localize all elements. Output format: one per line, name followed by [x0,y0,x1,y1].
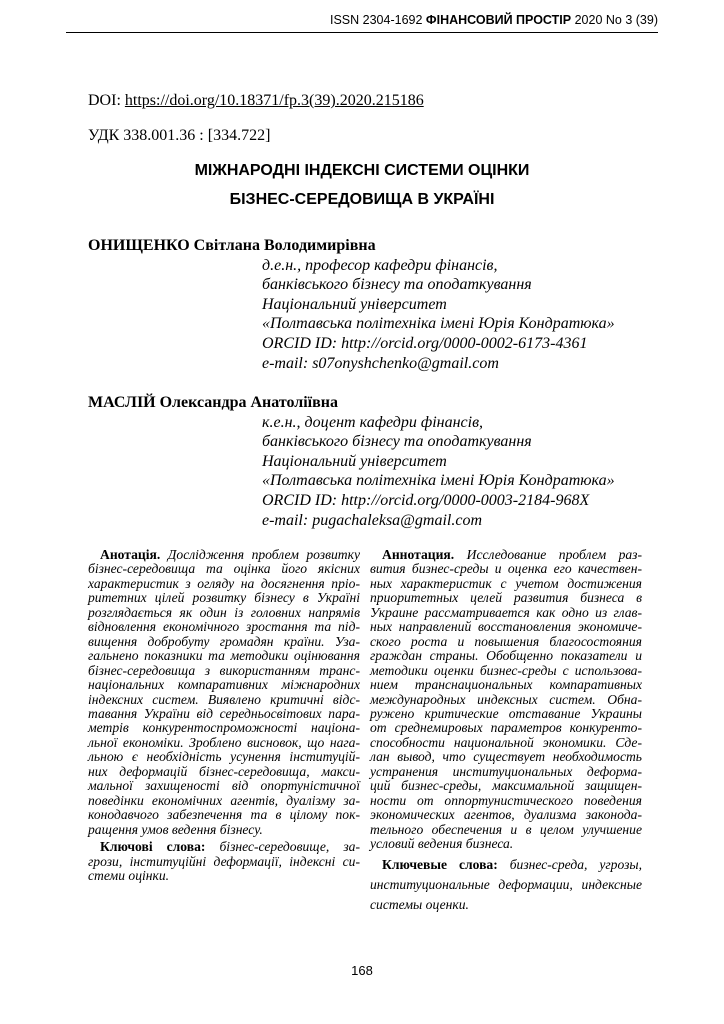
keywords [88,840,360,883]
abstract-text: устранения институциональных деформа- [370,763,642,779]
abstract-text: індексних систем. Виявлено критичні відс- [88,691,360,707]
abstract-text: характеристик з огляду на досягнення пріо- [88,575,360,591]
author-name: МАСЛІЙ Олександра Анатоліївна [88,394,338,411]
abstract-text: вищення добробуту громадян країни. Уза- [88,633,360,649]
abstract-text: гальнено показники та методики оцінювання [88,648,360,664]
keywords-text: грози, інституційні деформації, індексні си- [88,853,360,869]
abstract-line [88,591,360,605]
abstract-line [88,736,360,750]
author-info-line: Національний університет [262,295,447,313]
author-1 [88,236,615,373]
abstract-text: них деформацій бізнес-середовища, макси- [88,763,360,779]
abstract-line [88,823,360,837]
abstract-line [370,794,642,808]
issue: No 3 (39) [605,13,658,27]
abstract-text: нием транснациональных компаративных [370,677,642,693]
abstract-line [88,693,360,707]
abstract-ukrainian [88,548,360,883]
abstract-text: условий ведения бизнеса. [370,836,514,852]
abstract-text: приоритетных целей развития бизнеса в [370,590,642,606]
abstract-line [88,620,360,634]
abstract-line [88,794,360,808]
keywords-text: стеми оцінки. [88,867,170,883]
author-info-line: «Полтавська політехніка імені Юрія Кондратюка» [262,472,615,490]
abstract-line [370,649,642,663]
abstract-text: от среднемировых параметров конкуренто- [370,720,642,736]
abstract-text: конодавчого забезпечення та в цілому пок- [88,807,360,823]
author-info-line: e-mail: pugachaleksa@gmail.com [262,511,482,529]
abstract-line [370,577,642,591]
abstract-line [370,808,642,822]
abstract-line [88,606,360,620]
abstract-text: мальної захищеності від опортуністичної [88,778,360,794]
title-line: МІЖНАРОДНІ ІНДЕКСНІ СИСТЕМИ ОЦІНКИ [194,162,530,179]
abstract-line [370,750,642,764]
doi-label: DOI: [88,92,125,109]
abstract-text: бізнес-середовища з використанням транс- [88,662,360,678]
abstract-line [88,678,360,692]
abstract-text: поведінки економічних агентів, дуалізму за- [88,792,360,808]
author-name: ОНИЩЕНКО Світлана Володимирівна [88,237,376,254]
doi-link[interactable]: https://doi.org/10.18371/fp.3(39).2020.215186 [124,92,424,109]
abstract-line [88,635,360,649]
journal-name: ФІНАНСОВИЙ ПРОСТІР [425,13,572,27]
abstract-line [370,721,642,735]
abstract-line [88,562,360,576]
author-info-line: e-mail: s07onyshchenko@gmail.com [262,354,499,372]
author-info-line: ORCID ID: http://orcid.org/0000-0002-6173-4361 [262,334,588,352]
abstract-text: Исследование проблем раз- [466,547,642,562]
abstract-text: ных направлений восстановления экономиче- [370,619,642,635]
keywords-text: системы оценки. [370,896,469,912]
abstract-text: відновлення економічного зростання та під- [88,619,360,635]
author-info-line: Національний університет [262,452,447,470]
keywords-line [370,875,642,895]
abstract-line [88,721,360,735]
page-number: 168 [351,963,373,978]
udk: УДК 338.001.36 : [334.722] [88,127,271,144]
keywords-line [370,855,642,875]
author-info-line: банківського бізнесу та оподаткування [262,433,532,451]
abstract-line [370,693,642,707]
abstract-line [370,620,642,634]
keywords-line [88,869,360,883]
abstract-text: ского роста и повышения благосостояния [370,633,642,649]
abstract-text: ружено критические отставание Украины [370,705,642,721]
keywords-line [88,855,360,869]
keywords [370,855,642,915]
author-info-line: «Полтавська політехніка імені Юрія Кондратюка» [262,315,615,333]
abstract-label: Аннотация. [382,547,455,562]
author-info-line: д.е.н., професор кафедри фінансів, [262,256,498,274]
abstract-text: ритетних цілей розвитку бізнесу в Україні [88,590,360,606]
keywords-label: Ключевые слова: [382,856,498,872]
author-info-line: банківського бізнесу та оподаткування [262,276,532,294]
abstract-line [370,736,642,750]
title-line: БІЗНЕС-СЕРЕДОВИЩА В УКРАЇНІ [229,191,495,208]
abstract-text: вития бизнес-среды и оценка его качествен- [370,561,642,577]
abstract-line [370,678,642,692]
abstract-text: ращення умов ведення бізнесу. [88,821,263,837]
author-2 [88,393,615,530]
abstract-text: методики оценки бизнес-среды с использова- [370,662,642,678]
abstract-line [88,808,360,822]
abstract-line [88,548,360,562]
keywords-line [370,895,642,915]
abstract-text: льною є необхідність усунення інституцій- [88,749,360,765]
abstract-line [370,548,642,562]
abstract-text: тельного обеспечения и в целом улучшение [370,821,642,837]
issn: ISSN 2304-1692 [330,13,423,27]
abstract-text: льної економіки. Зроблено висновок, що нага- [88,734,360,750]
abstract-line [88,649,360,663]
keywords-label: Ключові слова: [100,839,206,855]
abstract-line [370,664,642,678]
abstract-line [370,837,642,851]
abstract-text: тавання України від середньосвітових пара- [88,705,360,721]
abstract-line [88,707,360,721]
abstract-text: граждан страны. Обобщенно показатели и [370,648,642,664]
author-info-line: к.е.н., доцент кафедри фінансів, [262,413,484,431]
abstract-line [370,635,642,649]
keywords-text: институциональные деформации, индексные [370,876,642,892]
running-header [330,13,658,27]
doi [88,92,424,110]
abstract-line [370,779,642,793]
abstract-text: Дослідження проблем розвитку [167,547,360,562]
abstract-line [370,765,642,779]
abstract-text: ности от оппортунистического поведения [370,792,642,808]
abstract-text: ных характеристик с учетом достижения [370,575,642,591]
abstract-text: лан вывод, что существует необходимость [370,749,642,765]
abstract-line [88,750,360,764]
abstract-line [370,707,642,721]
abstract-text: метрів конкурентоспроможності націона- [88,720,360,736]
abstract-line [88,577,360,591]
abstract-line [370,591,642,605]
abstract-text: національних компаративних міжнародних [88,677,360,693]
abstract-line [370,823,642,837]
abstract-line [370,606,642,620]
header-rule [66,32,658,33]
abstract-text: розглядається як один із головних напрямів [88,604,360,620]
abstract-text: способности национальной экономики. Сде- [370,734,642,750]
abstract-line [88,664,360,678]
year: 2020 [574,13,603,27]
abstract-line [88,765,360,779]
abstract-text: Украине рассматривается как одно из глав- [370,604,642,620]
abstract-text: ций бизнес-среды, максимальной защищен- [370,778,642,794]
keywords-text: бизнес-среда, угрозы, [509,856,642,872]
article-title [0,156,724,214]
abstract-label: Анотація. [100,547,161,562]
abstract-text: международных индексных систем. Обна- [370,691,642,707]
keywords-line [88,840,360,854]
abstract-line [88,779,360,793]
abstract-line [370,562,642,576]
abstract-russian [370,548,642,915]
author-info-line: ORCID ID: http://orcid.org/0000-0003-2184-968X [262,491,590,509]
keywords-text: бізнес-середовище, за- [219,839,360,855]
abstract-text: экономических агентов, дуализма законода- [370,807,642,823]
abstract-text: бізнес-середовища та оцінка його якісних [88,561,360,577]
